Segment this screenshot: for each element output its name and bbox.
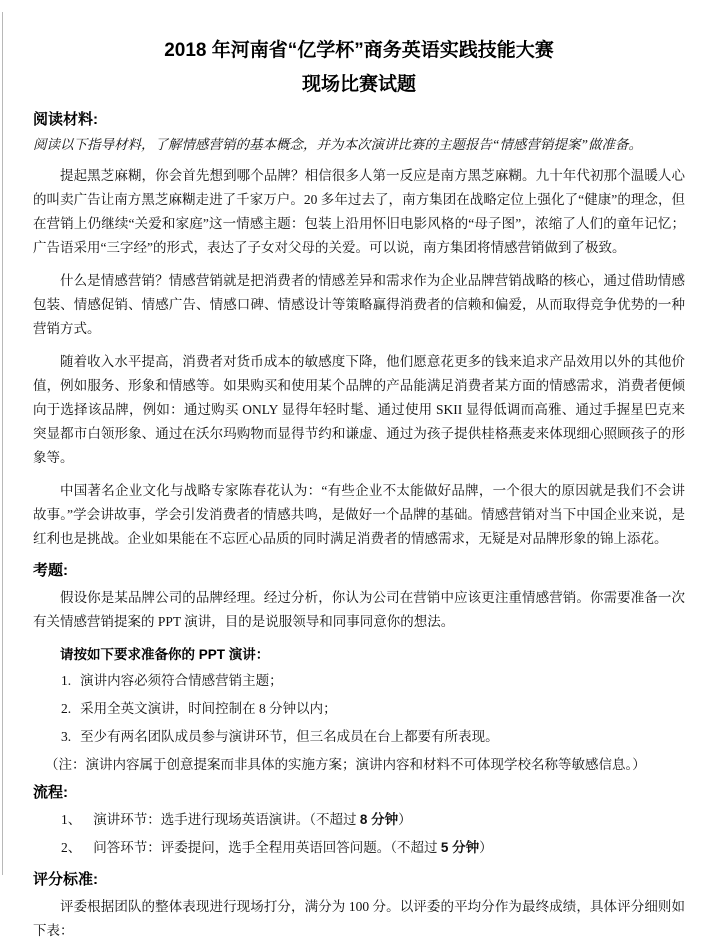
- process-item-1: [33, 808, 685, 832]
- requirement-number: 2.: [61, 701, 72, 716]
- reading-paragraph-3: 随着收入水平提高，消费者对货币成本的敏感度下降，他们愿意花更多的钱来追求产品效用以外的其他价值，例如服务、形象和情感等。如果购买和使用某个品牌的产品能满足消费者某方面的情感需求，消费者便倾向于选择该品牌，例如：通过购买 ONLY 显得年轻时髦、通过使用 SKII 显得低调而高雅、通过手握星巴克来突显都市白领形象、通过在沃尔玛购物而显得节约和谦虚、通过为孩子提供桂格燕麦来体现细心照顾孩子的形象等。: [33, 354, 685, 465]
- process-text: 问答环节：评委提问，选手全程用英语回答问题。（不超过: [93, 840, 441, 855]
- process-item-2: [33, 836, 685, 860]
- process-text-end: ）: [479, 840, 493, 855]
- reading-instruction: 阅读以下指导材料，了解情感营销的基本概念，并为本次演讲比赛的主题报告“情感营销提案”做准备。: [33, 137, 643, 152]
- requirements-title: 请按如下要求准备你的 PPT 演讲：: [60, 647, 270, 662]
- exam-intro-paragraph: 假设你是某品牌公司的品牌经理。经过分析，你认为公司在营销中应该更注重情感营销。你需要准备一次有关情感营销提案的 PPT 演讲，目的是说服领导和同事同意你的想法。: [33, 590, 685, 629]
- page-edge-line: [2, 12, 3, 875]
- main-title: 2018 年河南省“亿学杯”商务英语实践技能大赛: [164, 40, 554, 61]
- process-time-limit: 5 分钟: [440, 840, 480, 855]
- process-text: 演讲环节：选手进行现场英语演讲。（不超过: [93, 812, 360, 827]
- scoring-paragraph: 评委根据团队的整体表现进行现场打分，满分为 100 分。以评委的平均分作为最终成绩，具体评分细则如下表：: [33, 899, 685, 938]
- section-heading-exam-question: 考题:: [33, 562, 68, 579]
- process-text-end: ）: [398, 812, 412, 827]
- requirement-item-3: [33, 725, 685, 749]
- requirement-item-1: [33, 669, 685, 693]
- reading-paragraph-1: 提起黑芝麻糊，你会首先想到哪个品牌？相信很多人第一反应是南方黑芝麻糊。九十年代初那个温暖人心的叫卖广告让南方黑芝麻糊走进了千家万户。20 多年过去了，南方集团在战略定位上强化了“健康”的理念，但在营销上仍继续“关爱和家庭”这一情感主题：包装上沿用怀旧电影风格的“母子图”，浓缩了人们的童年记忆；广告语采用“三字经”的形式，表达了子女对父母的关爱。可以说，南方集团将情感营销做到了极致。: [33, 168, 685, 255]
- section-heading-scoring: 评分标准:: [33, 871, 98, 888]
- requirement-item-2: [33, 697, 685, 721]
- requirement-text: 采用全英文演讲，时间控制在 8 分钟以内；: [80, 701, 337, 716]
- requirement-number: 3.: [61, 729, 72, 744]
- process-number: 1、: [61, 812, 82, 827]
- section-heading-reading-materials: 阅读材料:: [33, 111, 98, 128]
- process-number: 2、: [61, 840, 82, 855]
- reading-paragraph-4: 中国著名企业文化与战略专家陈春花认为：“有些企业不太能做好品牌，一个很大的原因就是我们不会讲故事。”学会讲故事，学会引发消费者的情感共鸣，是做好一个品牌的基础。情感营销对当下中国企业来说，是红利也是挑战。企业如果能在不忘匠心品质的同时满足消费者的情感需求，无疑是对品牌形象的锦上添花。: [33, 483, 685, 546]
- section-heading-process: 流程:: [33, 784, 68, 801]
- requirement-text: 至少有两名团队成员参与演讲环节，但三名成员在台上都要有所表现。: [80, 729, 499, 744]
- requirement-text: 演讲内容必须符合情感营销主题；: [80, 673, 283, 688]
- requirement-number: 1.: [61, 673, 72, 688]
- exam-note: （注：演讲内容属于创意提案而非具体的实施方案；演讲内容和材料不可体现学校名称等敏感信息。）: [45, 757, 646, 772]
- process-time-limit: 8 分钟: [359, 812, 399, 827]
- reading-paragraph-2: 什么是情感营销？情感营销就是把消费者的情感差异和需求作为企业品牌营销战略的核心，通过借助情感包装、情感促销、情感广告、情感口碑、情感设计等策略赢得消费者的信赖和偏爱，从而取得竞争优势的一种营销方式。: [33, 273, 685, 336]
- sub-title: 现场比赛试题: [301, 74, 416, 95]
